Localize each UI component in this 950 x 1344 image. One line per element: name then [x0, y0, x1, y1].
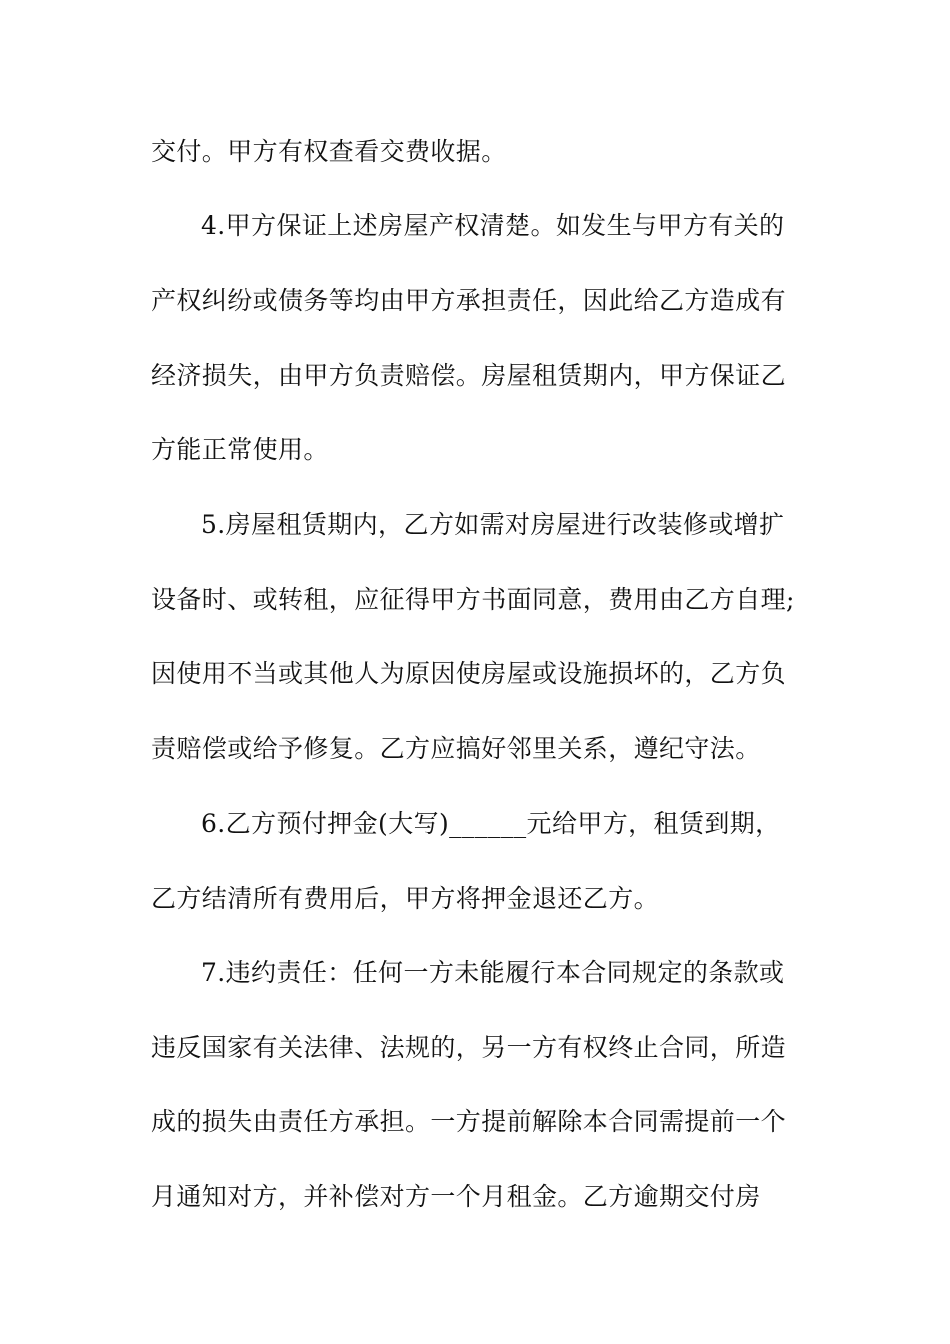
clause-6-first-line: 6.乙方预付押金(大写)______元给甲方，租赁到期，	[201, 809, 781, 838]
text-line: 方能正常使用。	[151, 435, 329, 464]
text-line: 因使用不当或其他人为原因使房屋或设施损坏的，乙方负	[151, 659, 787, 688]
text-line: 产权纠纷或债务等均由甲方承担责任，因此给乙方造成有	[151, 286, 787, 315]
clause-5-first-line: 5.房屋租赁期内，乙方如需对房屋进行改装修或增扩	[201, 510, 785, 539]
text-line: 设备时、或转租，应征得甲方书面同意，费用由乙方自理;	[151, 585, 795, 614]
text-line: 乙方结清所有费用后，甲方将押金退还乙方。	[151, 884, 660, 913]
text-line: 月通知对方，并补偿对方一个月租金。乙方逾期交付房	[151, 1182, 761, 1211]
text-line: 责赔偿或给予修复。乙方应搞好邻里关系，遵纪守法。	[151, 734, 761, 763]
text-line: 交付。甲方有权查看交费收据。	[151, 137, 507, 166]
text-line: 成的损失由责任方承担。一方提前解除本合同需提前一个	[151, 1107, 787, 1136]
clause-7-first-line: 7.违约责任：任何一方未能履行本合同规定的条款或	[201, 958, 785, 987]
text-line: 经济损失，由甲方负责赔偿。房屋租赁期内，甲方保证乙	[151, 361, 787, 390]
clause-4-first-line: 4.甲方保证上述房屋产权清楚。如发生与甲方有关的	[201, 211, 785, 240]
text-line: 违反国家有关法律、法规的，另一方有权终止合同，所造	[151, 1033, 787, 1062]
